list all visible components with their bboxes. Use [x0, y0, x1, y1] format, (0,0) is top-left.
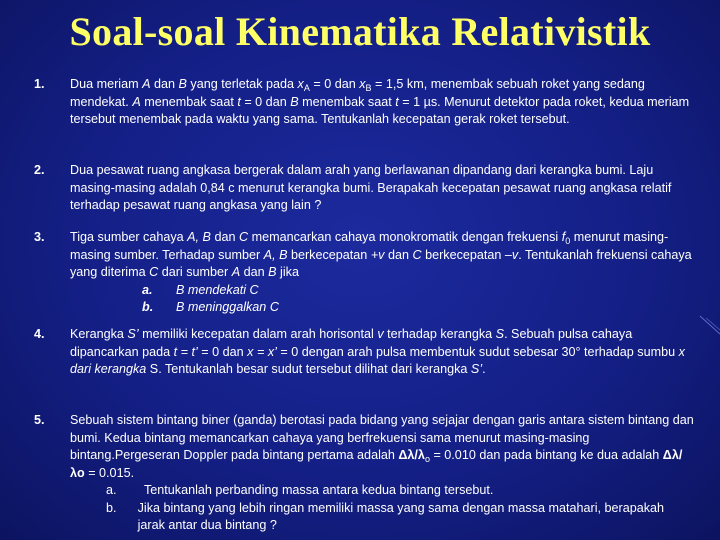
problem-3 — [34, 229, 694, 317]
problem-text: Dua meriam A dan B yang terletak pada $x_A = 0$ dan $x_B = 1,5$ km, menembak sebuah roket yang sedang mendekat. A menembak saat t = 0 dan B menembak saat t = 1 µs. Menurut detektor pada roket, kedua meriam tersebut menembak pada waktu yang sama. Tentukanlah kecepatan gerak roket tersebut. — [70, 77, 690, 126]
problem-4 — [34, 326, 694, 379]
problem-text: Sebuah sistem bintang biner (ganda) berotasi pada bidang yang sejajar dengan garis antara sistem bintang dan bumi. Kedua bintang memancarkan cahaya yang berfrekuensi sama menurut masing-masing bintang.Pergeseran Doppler pada bintang pertama adalah $\Delta\lambda/\lambda_o = 0.010$ dan pada bintang ke dua adalah Δλ/λo = 0.015. a. Tentukanlah perbanding massa antara kedua bintang tersebut. b. Jika bintang yang lebih ringan memiliki massa yang sama dengan massa matahari, berapakah jarak antar dua bintang ? — [70, 412, 694, 535]
problem-number: 4. — [34, 327, 45, 341]
problem-text: Tiga sumber cahaya A, B dan C memancarkan cahaya monokromatik dengan frekuensi $f_0$ menurut masing-masing sumber. Terhadap sumber A, B berkecepatan +v dan C berkecepatan –v. Tentukanlah frekuensi cahaya yang diterima C dari sumber A dan B jika a. B mendekati C b. B meninggalkan C — [70, 229, 694, 317]
problem-number: 2. — [34, 163, 45, 177]
sub-item: b. B meninggalkan C — [142, 300, 279, 314]
problem-number: 5. — [34, 413, 45, 427]
sub-item: a. Tentukanlah perbanding massa antara kedua bintang tersebut. — [106, 483, 494, 497]
problem-text: Dua pesawat ruang angkasa bergerak dalam arah yang berlawanan dipandang dari kerangka bumi. Laju masing-masing adalah 0,84 c menurut kerangka bumi. Berapakah kecepatan pesawat ruang angkasa relatif terhadap pesawat ruang angkasa yang lain ? — [70, 163, 672, 212]
sub-item: b. Jika bintang yang lebih ringan memiliki massa yang sama dengan massa matahari, berapakah jarak antar dua bintang ? — [106, 500, 665, 532]
problem-2 — [34, 162, 694, 215]
sub-item: a. B mendekati C — [142, 282, 259, 297]
problem-1 — [34, 76, 694, 129]
problem-5 — [34, 412, 694, 535]
page-title: Soal-soal Kinematika Relativistik — [69, 9, 651, 54]
problem-number: 3. — [34, 230, 45, 244]
problem-text: Kerangka S’ memiliki kecepatan dalam arah horisontal v terhadap kerangka S. Sebuah pulsa cahaya dipancarkan pada t = t’ = 0 dan x = x’ = 0 dengan arah pulsa membentuk sudut sebesar 30° terhadap sumbu x dari kerangka S. Tentukanlah besar sudut tersebut dilihat dari kerangka S’. — [70, 327, 685, 376]
problem-number: 1. — [34, 77, 45, 91]
